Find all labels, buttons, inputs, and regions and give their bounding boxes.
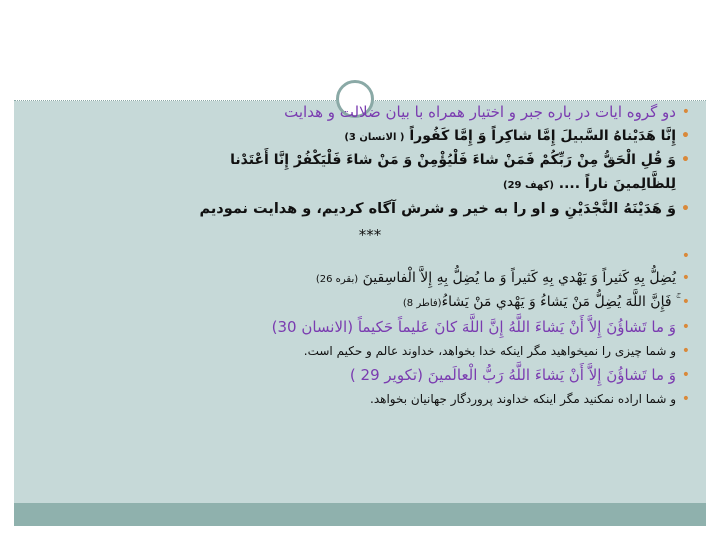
separator-text: *** — [358, 226, 382, 244]
list-item-continuation: لِلظَّالِمينَ ناراً .... (کهف 29) — [503, 176, 676, 192]
list-item: • و شما اراده نمکنید مگر اینکه خداوند پروردگار جهانیان بخواهد. — [50, 388, 690, 410]
list-item: • وَ قُلِ الْحَقُّ مِنْ رَبِّكُمْ فَمَنْ شاءَ فَلْيُؤْمِنْ وَ مَنْ شاءَ فَلْيَكْفُرْ إِنَّا أَعْتَدْنا — [50, 148, 690, 172]
list-item: • وَ ما تَشاؤُنَ إِلاَّ أَنْ يَشاءَ اللَّهُ رَبُّ الْعالَمينَ (تکویر 29 ) — [50, 362, 690, 388]
list-item: • ۚ فَإِنَّ اللَّهَ يُضِلُّ مَنْ يَشاءُ وَ يَهْدي مَنْ يَشاءُ(فاطر 8) — [50, 290, 690, 314]
slide-body — [50, 100, 690, 410]
list-item: • إِنَّا هَدَيْناهُ السَّبيلَ إِمَّا شاكِراً وَ إِمَّا كَفُوراً ( الانسان 3) — [50, 124, 690, 148]
empty-list-item — [50, 248, 690, 266]
list-item: • و شما چیزی را نمیخواهید مگر اینکه خدا بخواهد، خداوند عالم و حکیم است. — [50, 340, 690, 362]
list-item: • يُضِلُّ بِهِ كَثيراً وَ يَهْدي بِهِ كَثيراً وَ ما يُضِلُّ بِهِ إِلاَّ الْفاسِقينَ (بقره 26) — [50, 266, 690, 290]
list-item: • وَ هَدَيْنَهُ النَّجْدَيْنِ و او را به خیر و شرش آگاه کردیم، و هدایت نمودیم — [50, 196, 690, 222]
footer-band — [14, 503, 706, 526]
list-item: • وَ ما تَشاؤُنَ إِلاَّ أَنْ يَشاءَ اللَّهُ إِنَّ اللَّهَ كانَ عَليماً حَكيماً (الانسان 30) — [50, 314, 690, 340]
list-item: • دو گروه ایات در باره جبر و اختیار همراه با بیان ضلالت و هدایت — [50, 100, 690, 124]
